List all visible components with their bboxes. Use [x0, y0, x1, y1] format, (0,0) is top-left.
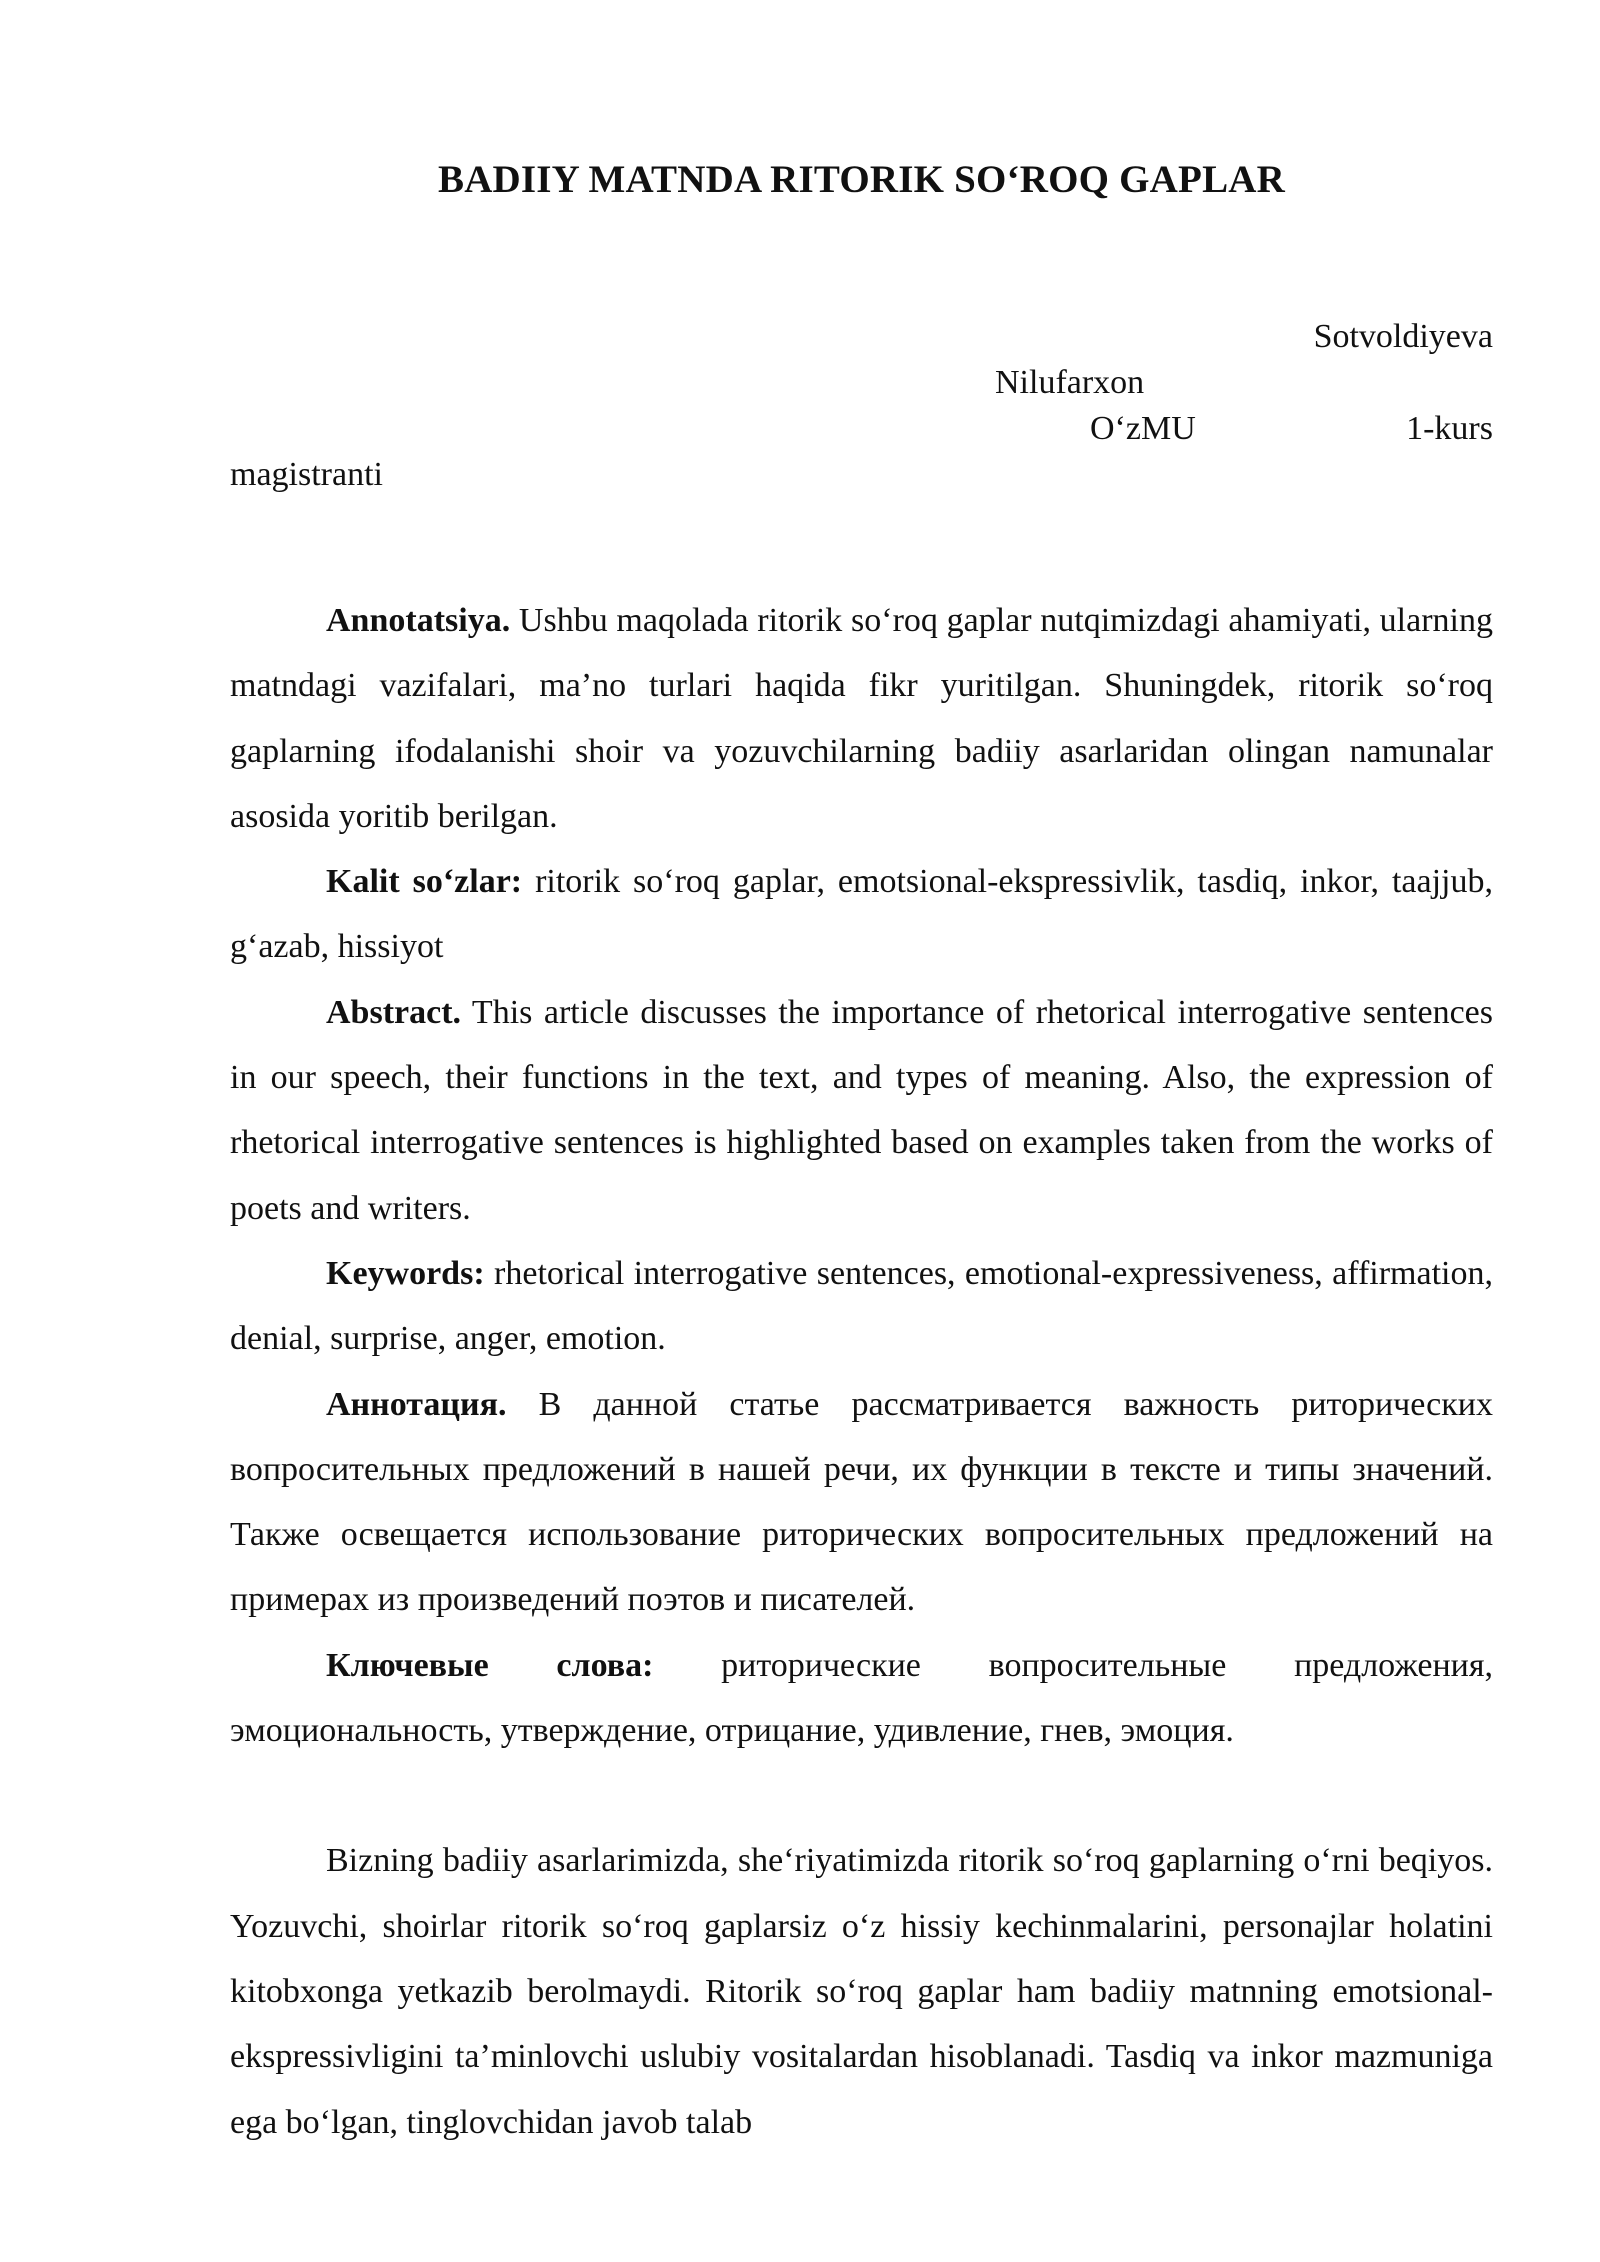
body-paragraph: Bizning badiiy asarlarimizda, she‘riyatimizda ritorik so‘roq gaplarning o‘rni beqiyos. Yozuvchi, shoirlar ritorik so‘roq gaplarsiz o‘z hissiy kechinmalarini, personajlar holatini kitobxonga yetkazib berolmaydi. Ritorik so‘roq gaplar ham badiiy matnning emotsional-ekspressivligini ta’minlovchi uslubiy vositalardan hisoblanadi. Tasdiq va inkor mazmuniga ega bo‘lgan, tinglovchidan javob talab — [230, 1842, 1493, 2141]
author-degree: magistranti — [230, 456, 383, 493]
keywords-en-label: Keywords: — [326, 1254, 485, 1292]
annotation-uz-label: Annotatsiya. — [326, 602, 511, 639]
abstracts-section — [230, 588, 1493, 1763]
document-page — [230, 150, 1493, 2155]
abstract-en-label: Abstract. — [326, 993, 462, 1031]
annotation-uz — [230, 588, 1493, 849]
keywords-ru — [230, 1633, 1493, 1764]
author-surname: Sotvoldiyeva — [1313, 318, 1493, 355]
keywords-ru-label: Ключевые слова: — [326, 1646, 654, 1684]
section-spacer — [230, 1763, 1493, 1828]
keywords-ru-text: риторические вопросительные предложения, эмоциональность, утверждение, отрицание, удивление, гнев, эмоция. — [230, 1646, 1493, 1750]
keywords-uz-text: ritorik so‘roq gaplar, emotsional-ekspressivlik, tasdiq, inkor, taajjub, g‘azab, hissiyot — [230, 863, 1493, 966]
keywords-en-text: rhetorical interrogative sentences, emotional-expressiveness, affirmation, denial, surprise, anger, emotion. — [230, 1254, 1493, 1358]
annotation-ru-label: Аннотация. — [326, 1385, 507, 1423]
annotation-uz-text: Ushbu maqolada ritorik so‘roq gaplar nutqimizdagi ahamiyati, ularning matndagi vazifalari, ma’no turlari haqida fikr yuritilgan. Shuningdek, ritorik so‘roq gaplarning ifodalanishi shoir va yozuvchilarning badiiy asarlaridan olingan namunalar asosida yoritib berilgan. — [230, 602, 1493, 835]
keywords-uz-label: Kalit so‘zlar: — [326, 863, 523, 901]
annotation-ru — [230, 1372, 1493, 1633]
author-course: 1-kurs — [1406, 410, 1493, 447]
author-university: O‘zMU — [1090, 410, 1196, 447]
abstract-en-text: This article discusses the importance of rhetorical interrogative sentences in our speech, their functions in the text, and types of meaning. Also, the expression of rhetorical interrogative sentences is highlighted based on examples taken from the works of poets and writers. — [230, 993, 1493, 1227]
keywords-uz — [230, 849, 1493, 980]
keywords-en — [230, 1241, 1493, 1372]
abstract-en — [230, 980, 1493, 1241]
annotation-ru-text: В данной статье рассматривается важность риторических вопросительных предложений в нашей речи, их функции в тексте и типы значений. Также освещается использование риторических вопросительных предложений на примерах из произведений поэтов и писателей. — [230, 1385, 1493, 1619]
author-block — [230, 210, 1493, 493]
article-title: BADIIY MATNDA RITORIK SO‘ROQ GAPLAR — [437, 158, 1286, 201]
author-name: Nilufarxon — [995, 364, 1145, 401]
